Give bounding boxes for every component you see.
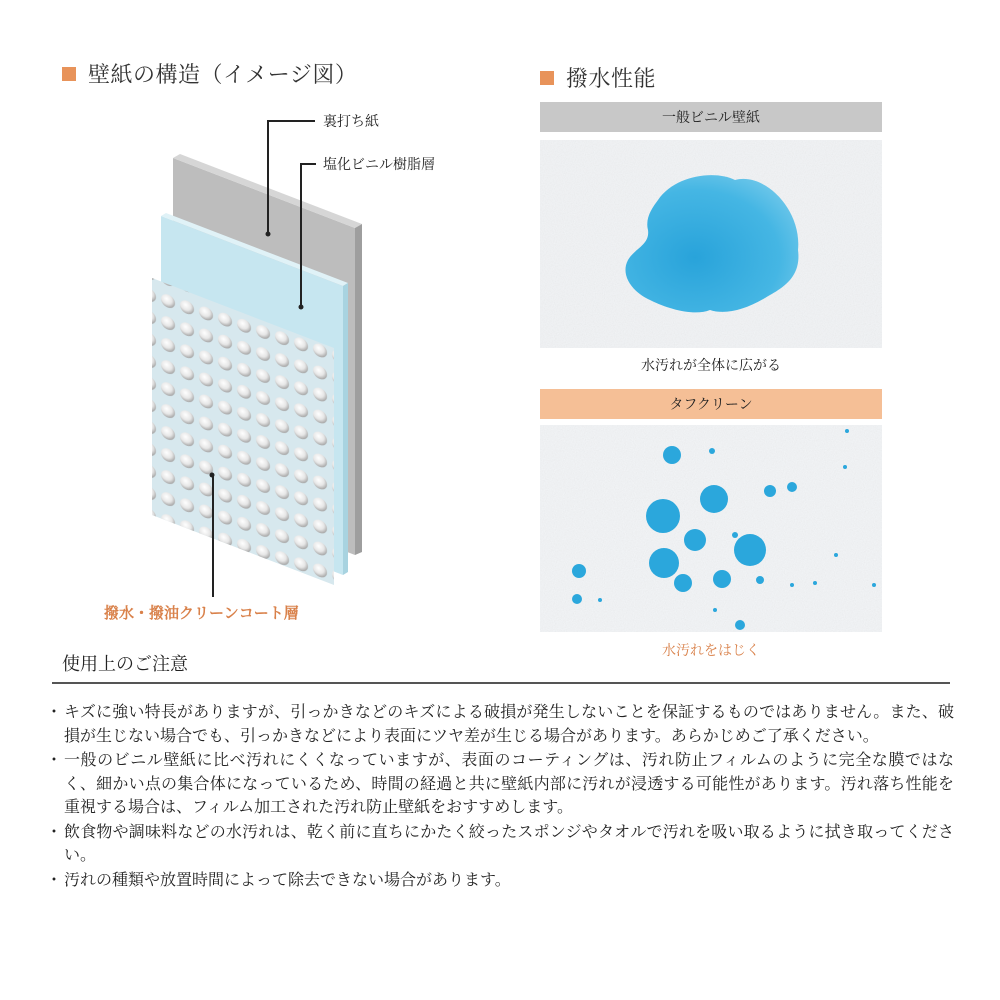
leader-line-coat xyxy=(212,475,214,597)
label-backing-paper: 裏打ち紙 xyxy=(323,114,379,130)
note-item: ・ 一般のビニル壁紙に比べ汚れにくくなっていますが、表面のコーティングは、汚れ防止フィルムのように完全な膜ではなく、細かい点の集合体になっているため、時間の経過と共に壁紙内部に汚れが浸透する可能性があります。汚れ落ち性能を重視する場合は、フィルム加工された汚れ防止壁紙をおすすめします。 xyxy=(46,750,954,816)
bar-general-vinyl-label: 一般ビニル壁紙 xyxy=(662,110,760,126)
leader-line-vinyl-h xyxy=(300,163,316,165)
note-item: ・ 飲食物や調味料などの水汚れは、乾く前に直ちにかたく絞ったスポンジやタオルで汚れを吸い取るように拭き取ってください。 xyxy=(46,821,954,864)
caption-general-vinyl: 水汚れが全体に広がる xyxy=(641,358,781,374)
label-clean-coat-layer: 撥水・撥油クリーンコート層 xyxy=(104,604,299,622)
water-stain-spread xyxy=(540,140,882,348)
bar-tough-clean xyxy=(540,389,882,419)
label-vinyl-layer: 塩化ビニル樹脂層 xyxy=(323,157,435,173)
leader-line-backing xyxy=(267,120,269,234)
notes-divider xyxy=(52,682,950,684)
notes-title: 使用上のご注意 xyxy=(62,654,188,675)
photo-tough-clean-droplets xyxy=(540,425,882,632)
leader-line-vinyl xyxy=(300,163,302,307)
leader-line-backing-h xyxy=(267,120,315,122)
bar-general-vinyl xyxy=(540,102,882,132)
photo-general-vinyl-stain xyxy=(540,140,882,348)
heading-square-icon xyxy=(540,71,554,85)
water-repellency-heading xyxy=(540,62,656,93)
bar-tough-clean-label: タフクリーン xyxy=(669,397,753,413)
note-item: ・ 汚れの種類や放置時間によって除去できない場合があります。 xyxy=(46,869,511,889)
note-item: ・ キズに強い特長がありますが、引っかきなどのキズによる破損が発生しないことを保証するものではありません。また、破損が生じない場合でも、引っかきなどにより表面にツヤ差が生じる場合があります。あらかじめご了承ください。 xyxy=(46,702,954,745)
notes-list xyxy=(44,700,954,891)
heading-square-icon xyxy=(62,67,76,81)
water-droplets-beading xyxy=(540,425,882,632)
structure-heading-text: 壁紙の構造（イメージ図） xyxy=(88,63,358,88)
wallpaper-structure-diagram xyxy=(140,150,370,590)
water-repellency-heading-text: 撥水性能 xyxy=(566,67,657,92)
structure-heading xyxy=(62,58,357,89)
caption-tough-clean: 水汚れをはじく xyxy=(662,643,760,659)
